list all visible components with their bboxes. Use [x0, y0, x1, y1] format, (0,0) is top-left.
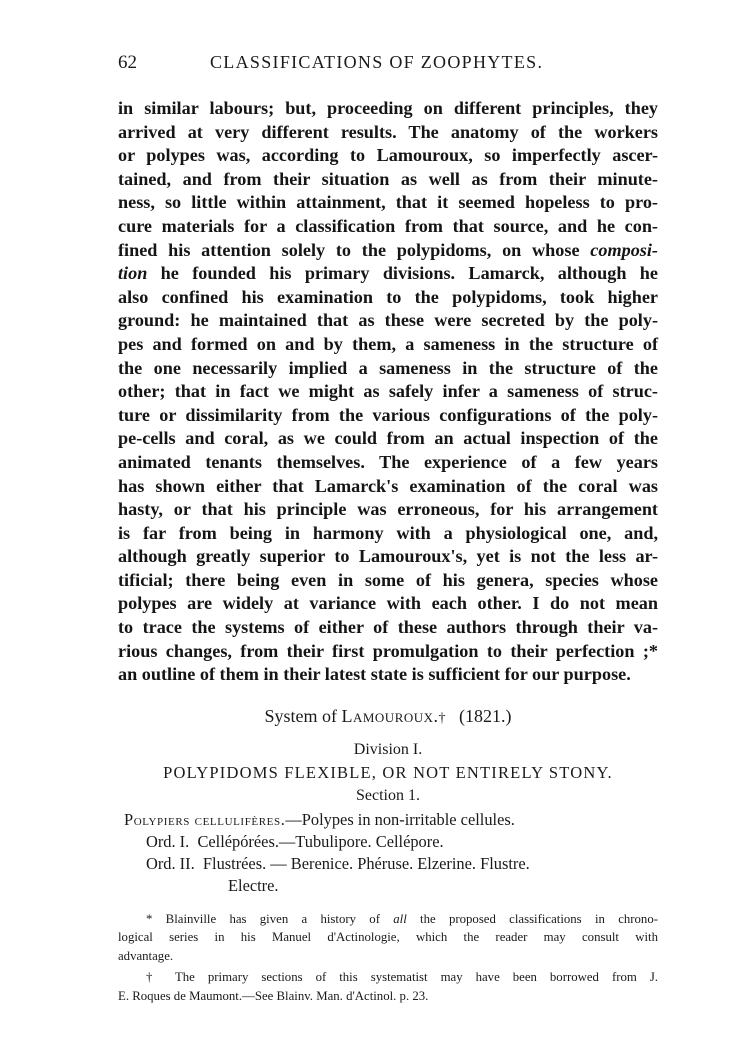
system-heading [118, 706, 658, 733]
order-continuation: Electre. [228, 876, 279, 895]
footnote-line: logical series in his Manuel d'Actinologie, which the reader may consult with [118, 930, 658, 945]
section-heading: Section 1. [356, 787, 420, 804]
text-line: or polypes was, according to Lamouroux, so imperfectly ascer- [118, 145, 658, 166]
text-line: in similar labours; but, proceeding on different principles, they [118, 98, 658, 118]
running-head: CLASSIFICATIONS OF ZOOPHYTES. [210, 52, 544, 72]
text-line: pes and formed on and by them, a sameness in the structure of [118, 333, 658, 354]
order-entry [146, 831, 658, 853]
text-line: the one necessarily implied a sameness in the structure of the [118, 357, 658, 378]
classification-section [118, 706, 658, 897]
order-entry [146, 853, 658, 897]
italic-word: tion [118, 263, 148, 284]
order-text: Cellépórées.—Tubulipore. Cellépore. [197, 832, 444, 851]
text-run: he founded his primary divisions. Lamarck, although he [147, 263, 658, 284]
footnote-line: † The primary sections of this systematist may have been borrowed from J. [146, 970, 658, 985]
system-author: Lamouroux. [341, 706, 439, 726]
order-text: Flustrées. — Berenice. Phéruse. Elzerine. Flustre. [202, 854, 530, 873]
text-line: has shown either that Lamarck's examination of the coral was [118, 475, 658, 496]
text-line: cure materials for a classification from that source, and he con- [118, 215, 658, 236]
entry-heading: Polypiers cellulifères. [124, 810, 286, 829]
text-line: ness, so little within attainment, that it seemed hopeless to pro- [118, 192, 658, 213]
text-line [118, 239, 658, 263]
main-paragraph [118, 97, 658, 687]
order-line [146, 853, 658, 875]
text-run: the proposed classifications in chrono- [406, 912, 658, 926]
text-line: animated tenants themselves. The experience of a few years [118, 451, 658, 472]
entry-description: —Polypes in non-irritable cellules. [285, 810, 515, 829]
italic-word: composi- [590, 239, 658, 260]
classification-entry [124, 809, 658, 831]
text-line: arrived at very different results. The anatomy of the workers [118, 121, 658, 142]
footnote [118, 910, 658, 965]
page-number: 62 [118, 52, 137, 73]
text-line: other; that in fact we might as safely infer a sameness of struc- [118, 381, 658, 402]
text-line: hasty, or that his principle was erroneous, for his arrangement [118, 499, 658, 520]
footnotes [118, 910, 658, 1008]
footnote-line: advantage. [118, 948, 174, 963]
footnote-mark: † [438, 711, 446, 726]
text-run: * Blainville has given a history of [146, 912, 394, 926]
page-header [118, 52, 658, 80]
text-line: to trace the systems of either of these authors through their va- [118, 617, 658, 638]
text-line: although greatly superior to Lamouroux's, yet is not the less ar- [118, 546, 658, 567]
text-line: ture or dissimilarity from the various configurations of the poly- [118, 404, 658, 425]
footnote-line: E. Roques de Maumont.—See Blainv. Man. d'Actinol. p. 23. [118, 988, 429, 1003]
text-line: ground: he maintained that as these were secreted by the poly- [118, 310, 658, 331]
text-line: tained, and from their situation as well as from their minute- [118, 168, 658, 189]
text-run: fined his attention solely to the polypidoms, on whose [118, 239, 580, 260]
text-line: rious changes, from their first promulgation to their perfection ;* [118, 640, 658, 661]
division-heading: Division I. [353, 741, 423, 758]
text-line: an outline of them in their latest state is sufficient for our purpose. [118, 664, 631, 685]
order-label: Ord. II. [146, 854, 195, 873]
text-line: is far from being in harmony with a physiological one, and, [118, 522, 658, 543]
text-line: tificial; there being even in some of his genera, species whose [118, 569, 658, 590]
text-line [118, 262, 658, 286]
italic-word: all [393, 912, 407, 926]
system-year: (1821.) [459, 706, 512, 726]
text-line: polypes are widely at variance with each other. I do not mean [118, 593, 658, 614]
system-prefix: System of [264, 706, 342, 726]
text-line: pe-cells and coral, as we could from an actual inspection of the [118, 428, 658, 449]
footnote-line [118, 910, 658, 928]
footnote [118, 968, 658, 1005]
text-line: also confined his examination to the polypidoms, took higher [118, 286, 658, 307]
group-heading: POLYPIDOMS FLEXIBLE, OR NOT ENTIRELY STONY. [163, 763, 613, 782]
order-line [146, 831, 658, 853]
order-label: Ord. I. [146, 832, 190, 851]
